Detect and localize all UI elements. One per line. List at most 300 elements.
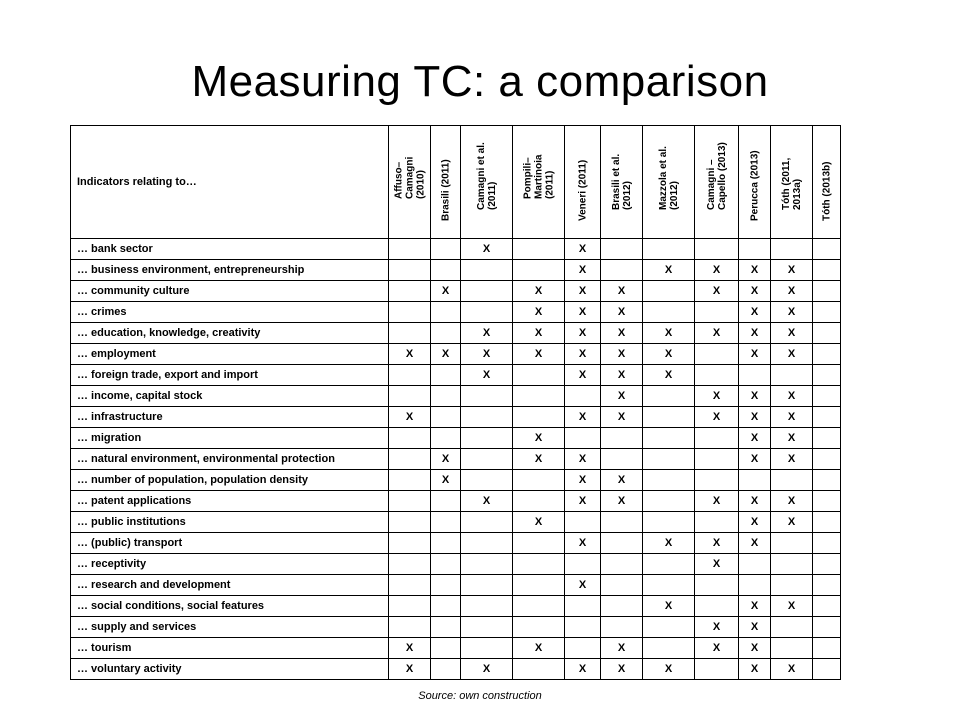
table-row [71, 386, 841, 407]
indicator-label: … natural environment, environmental protection [71, 449, 389, 470]
indicator-label: … (public) transport [71, 533, 389, 554]
mark-cell [771, 617, 813, 638]
indicator-label: … supply and services [71, 617, 389, 638]
table-row [71, 260, 841, 281]
mark-cell: X [771, 659, 813, 680]
table-row [71, 365, 841, 386]
mark-cell: X [461, 365, 513, 386]
mark-cell [813, 491, 841, 512]
mark-cell: X [565, 575, 601, 596]
mark-cell [461, 281, 513, 302]
mark-cell [431, 428, 461, 449]
mark-cell: X [389, 638, 431, 659]
mark-cell [695, 596, 739, 617]
mark-cell: X [739, 281, 771, 302]
indicator-label: … business environment, entrepreneurship [71, 260, 389, 281]
mark-cell [431, 239, 461, 260]
mark-cell [643, 428, 695, 449]
column-header-label: Veneri (2011) [577, 159, 588, 221]
indicator-label: … voluntary activity [71, 659, 389, 680]
mark-cell: X [771, 323, 813, 344]
mark-cell [643, 554, 695, 575]
mark-cell [389, 386, 431, 407]
mark-cell: X [565, 302, 601, 323]
mark-cell [389, 323, 431, 344]
mark-cell [813, 428, 841, 449]
mark-cell: X [643, 533, 695, 554]
indicator-label: … tourism [71, 638, 389, 659]
mark-cell [813, 659, 841, 680]
table-row [71, 533, 841, 554]
table-row [71, 659, 841, 680]
mark-cell [431, 533, 461, 554]
mark-cell: X [771, 512, 813, 533]
column-header-label: Camagni et al. (2011) [475, 142, 498, 210]
mark-cell [431, 365, 461, 386]
table-row [71, 512, 841, 533]
mark-cell [431, 407, 461, 428]
mark-cell [643, 239, 695, 260]
mark-cell [601, 596, 643, 617]
mark-cell: X [601, 659, 643, 680]
mark-cell [601, 533, 643, 554]
mark-cell [513, 386, 565, 407]
mark-cell: X [513, 323, 565, 344]
column-header-label: Pompili– Martinoia (2011) [522, 154, 555, 199]
mark-cell [643, 386, 695, 407]
mark-cell [389, 512, 431, 533]
mark-cell: X [601, 407, 643, 428]
mark-cell [389, 470, 431, 491]
table-row [71, 323, 841, 344]
mark-cell: X [643, 596, 695, 617]
mark-cell [389, 554, 431, 575]
column-header [643, 126, 695, 239]
mark-cell: X [739, 260, 771, 281]
column-header [695, 126, 739, 239]
mark-cell [695, 239, 739, 260]
mark-cell [513, 617, 565, 638]
source-note: Source: own construction [418, 690, 542, 702]
mark-cell: X [565, 470, 601, 491]
mark-cell: X [513, 638, 565, 659]
mark-cell [643, 407, 695, 428]
mark-cell [461, 407, 513, 428]
mark-cell: X [695, 491, 739, 512]
mark-cell [389, 239, 431, 260]
mark-cell: X [565, 449, 601, 470]
mark-cell [813, 260, 841, 281]
mark-cell: X [739, 638, 771, 659]
mark-cell [601, 428, 643, 449]
mark-cell: X [643, 323, 695, 344]
indicator-label: … income, capital stock [71, 386, 389, 407]
mark-cell [565, 512, 601, 533]
mark-cell [643, 281, 695, 302]
mark-cell: X [695, 617, 739, 638]
mark-cell: X [601, 638, 643, 659]
mark-cell [813, 638, 841, 659]
mark-cell [431, 386, 461, 407]
mark-cell [389, 281, 431, 302]
mark-cell [643, 491, 695, 512]
table-row [71, 575, 841, 596]
mark-cell: X [739, 302, 771, 323]
table-header-row [71, 126, 841, 239]
mark-cell [813, 323, 841, 344]
mark-cell [601, 554, 643, 575]
mark-cell: X [431, 281, 461, 302]
mark-cell [739, 365, 771, 386]
column-header [513, 126, 565, 239]
mark-cell [431, 638, 461, 659]
indicator-label: … social conditions, social features [71, 596, 389, 617]
mark-cell: X [739, 386, 771, 407]
column-header [739, 126, 771, 239]
mark-cell: X [695, 281, 739, 302]
mark-cell: X [565, 323, 601, 344]
mark-cell [601, 449, 643, 470]
mark-cell [431, 323, 461, 344]
mark-cell [643, 617, 695, 638]
mark-cell [389, 575, 431, 596]
mark-cell: X [771, 344, 813, 365]
mark-cell [461, 533, 513, 554]
mark-cell [813, 596, 841, 617]
mark-cell [431, 617, 461, 638]
mark-cell [513, 365, 565, 386]
mark-cell [513, 407, 565, 428]
mark-cell [461, 617, 513, 638]
column-header [565, 126, 601, 239]
mark-cell: X [771, 386, 813, 407]
mark-cell: X [771, 302, 813, 323]
mark-cell: X [389, 659, 431, 680]
mark-cell [461, 449, 513, 470]
mark-cell [771, 239, 813, 260]
mark-cell [389, 302, 431, 323]
mark-cell: X [601, 281, 643, 302]
comparison-table [70, 125, 841, 680]
mark-cell [643, 638, 695, 659]
mark-cell: X [695, 386, 739, 407]
table-row [71, 596, 841, 617]
mark-cell: X [601, 344, 643, 365]
mark-cell [431, 302, 461, 323]
mark-cell [771, 533, 813, 554]
mark-cell [565, 428, 601, 449]
indicator-label: … patent applications [71, 491, 389, 512]
table-row [71, 449, 841, 470]
mark-cell: X [695, 407, 739, 428]
mark-cell [513, 260, 565, 281]
mark-cell: X [461, 491, 513, 512]
mark-cell: X [513, 344, 565, 365]
mark-cell [601, 512, 643, 533]
mark-cell [739, 575, 771, 596]
mark-cell [601, 575, 643, 596]
mark-cell [513, 470, 565, 491]
mark-cell [739, 239, 771, 260]
mark-cell [461, 554, 513, 575]
mark-cell [813, 470, 841, 491]
mark-cell [431, 491, 461, 512]
mark-cell [739, 554, 771, 575]
mark-cell: X [461, 239, 513, 260]
mark-cell [813, 617, 841, 638]
mark-cell: X [643, 365, 695, 386]
mark-cell: X [601, 365, 643, 386]
mark-cell: X [389, 344, 431, 365]
mark-cell [813, 344, 841, 365]
column-header-label: Mazzola et al. (2012) [657, 146, 680, 210]
indicator-label: … community culture [71, 281, 389, 302]
mark-cell [813, 302, 841, 323]
mark-cell: X [643, 260, 695, 281]
mark-cell [565, 617, 601, 638]
mark-cell: X [739, 344, 771, 365]
mark-cell [771, 575, 813, 596]
mark-cell [771, 638, 813, 659]
table-body [71, 239, 841, 680]
table-row [71, 554, 841, 575]
mark-cell [461, 575, 513, 596]
mark-cell [695, 470, 739, 491]
mark-cell: X [739, 428, 771, 449]
table-row [71, 281, 841, 302]
mark-cell [813, 386, 841, 407]
mark-cell: X [431, 449, 461, 470]
mark-cell [513, 491, 565, 512]
mark-cell [461, 260, 513, 281]
mark-cell [389, 533, 431, 554]
mark-cell [513, 596, 565, 617]
mark-cell: X [771, 449, 813, 470]
table-row [71, 470, 841, 491]
column-header [601, 126, 643, 239]
column-header [771, 126, 813, 239]
column-header [389, 126, 431, 239]
mark-cell [695, 512, 739, 533]
mark-cell: X [739, 533, 771, 554]
mark-cell [695, 344, 739, 365]
mark-cell [695, 365, 739, 386]
mark-cell: X [513, 281, 565, 302]
mark-cell [643, 512, 695, 533]
table-row [71, 239, 841, 260]
mark-cell [461, 302, 513, 323]
column-header-label: Affuso– Camagni (2010) [393, 156, 426, 199]
mark-cell: X [513, 302, 565, 323]
indicator-label: … migration [71, 428, 389, 449]
indicator-label: … crimes [71, 302, 389, 323]
table-row [71, 428, 841, 449]
mark-cell: X [461, 659, 513, 680]
mark-cell [643, 470, 695, 491]
mark-cell: X [771, 428, 813, 449]
mark-cell [431, 260, 461, 281]
indicator-label: … public institutions [71, 512, 389, 533]
indicator-label: … education, knowledge, creativity [71, 323, 389, 344]
slide-title: Measuring TC: a comparison [191, 57, 769, 106]
mark-cell [695, 659, 739, 680]
mark-cell: X [739, 596, 771, 617]
mark-cell: X [601, 491, 643, 512]
mark-cell [565, 386, 601, 407]
mark-cell: X [461, 323, 513, 344]
mark-cell: X [695, 260, 739, 281]
mark-cell [565, 596, 601, 617]
mark-cell: X [771, 260, 813, 281]
mark-cell: X [739, 491, 771, 512]
mark-cell [389, 491, 431, 512]
mark-cell [813, 575, 841, 596]
column-header [813, 126, 841, 239]
column-header [431, 126, 461, 239]
mark-cell [513, 659, 565, 680]
mark-cell [431, 659, 461, 680]
mark-cell: X [565, 533, 601, 554]
mark-cell: X [513, 449, 565, 470]
mark-cell [813, 281, 841, 302]
mark-cell [431, 512, 461, 533]
mark-cell [461, 428, 513, 449]
mark-cell [813, 239, 841, 260]
mark-cell [461, 470, 513, 491]
mark-cell [643, 575, 695, 596]
mark-cell: X [565, 260, 601, 281]
indicator-label: … receptivity [71, 554, 389, 575]
mark-cell [601, 239, 643, 260]
mark-cell: X [513, 512, 565, 533]
mark-cell [389, 428, 431, 449]
mark-cell [389, 596, 431, 617]
table-row [71, 617, 841, 638]
mark-cell: X [513, 428, 565, 449]
table-row [71, 302, 841, 323]
mark-cell [431, 554, 461, 575]
mark-cell [389, 449, 431, 470]
mark-cell [431, 575, 461, 596]
column-header-label: Camagni – Capello (2013) [705, 142, 728, 210]
mark-cell: X [739, 512, 771, 533]
mark-cell: X [601, 470, 643, 491]
mark-cell: X [739, 617, 771, 638]
indicator-label: … bank sector [71, 239, 389, 260]
mark-cell [813, 512, 841, 533]
mark-cell: X [601, 323, 643, 344]
mark-cell [431, 596, 461, 617]
mark-cell: X [565, 491, 601, 512]
column-header-label: Brasili (2011) [440, 159, 451, 221]
mark-cell: X [739, 659, 771, 680]
mark-cell [601, 260, 643, 281]
mark-cell [813, 407, 841, 428]
mark-cell [565, 554, 601, 575]
mark-cell [643, 449, 695, 470]
mark-cell: X [565, 659, 601, 680]
mark-cell: X [771, 407, 813, 428]
table-row [71, 491, 841, 512]
mark-cell: X [601, 302, 643, 323]
mark-cell: X [695, 533, 739, 554]
mark-cell: X [695, 554, 739, 575]
column-header-label: Tóth (2011, 2013a) [780, 157, 803, 210]
table-row [71, 344, 841, 365]
mark-cell [389, 617, 431, 638]
mark-cell [513, 239, 565, 260]
mark-cell [695, 449, 739, 470]
mark-cell: X [643, 344, 695, 365]
mark-cell [771, 470, 813, 491]
table-row [71, 638, 841, 659]
mark-cell [813, 554, 841, 575]
column-header [461, 126, 513, 239]
mark-cell [565, 638, 601, 659]
mark-cell: X [565, 239, 601, 260]
mark-cell: X [739, 407, 771, 428]
mark-cell [389, 365, 431, 386]
mark-cell [739, 470, 771, 491]
mark-cell: X [643, 659, 695, 680]
mark-cell [513, 554, 565, 575]
mark-cell [695, 428, 739, 449]
mark-cell: X [771, 281, 813, 302]
column-header-label: Brasili et al. (2012) [610, 153, 633, 210]
mark-cell [771, 365, 813, 386]
mark-cell [813, 533, 841, 554]
mark-cell: X [771, 491, 813, 512]
mark-cell [513, 533, 565, 554]
mark-cell: X [739, 323, 771, 344]
indicator-label: … number of population, population density [71, 470, 389, 491]
mark-cell [513, 575, 565, 596]
mark-cell: X [601, 386, 643, 407]
mark-cell: X [771, 596, 813, 617]
mark-cell [461, 512, 513, 533]
column-header-label: Tóth (2013b) [821, 161, 832, 221]
mark-cell [813, 449, 841, 470]
mark-cell: X [389, 407, 431, 428]
indicator-label: … foreign trade, export and import [71, 365, 389, 386]
mark-cell [813, 365, 841, 386]
mark-cell [695, 302, 739, 323]
mark-cell [601, 617, 643, 638]
mark-cell [461, 596, 513, 617]
mark-cell: X [565, 407, 601, 428]
mark-cell [695, 575, 739, 596]
mark-cell: X [565, 281, 601, 302]
mark-cell: X [695, 638, 739, 659]
mark-cell [461, 638, 513, 659]
table-row [71, 407, 841, 428]
mark-cell [771, 554, 813, 575]
indicator-label: … infrastructure [71, 407, 389, 428]
indicator-label: … research and development [71, 575, 389, 596]
column-header-label: Perucca (2013) [749, 150, 760, 221]
mark-cell [643, 302, 695, 323]
mark-cell: X [461, 344, 513, 365]
mark-cell: X [565, 344, 601, 365]
mark-cell: X [695, 323, 739, 344]
row-header: Indicators relating to… [71, 126, 389, 239]
mark-cell: X [431, 344, 461, 365]
mark-cell [389, 260, 431, 281]
mark-cell: X [431, 470, 461, 491]
mark-cell [461, 386, 513, 407]
mark-cell: X [565, 365, 601, 386]
indicator-label: … employment [71, 344, 389, 365]
